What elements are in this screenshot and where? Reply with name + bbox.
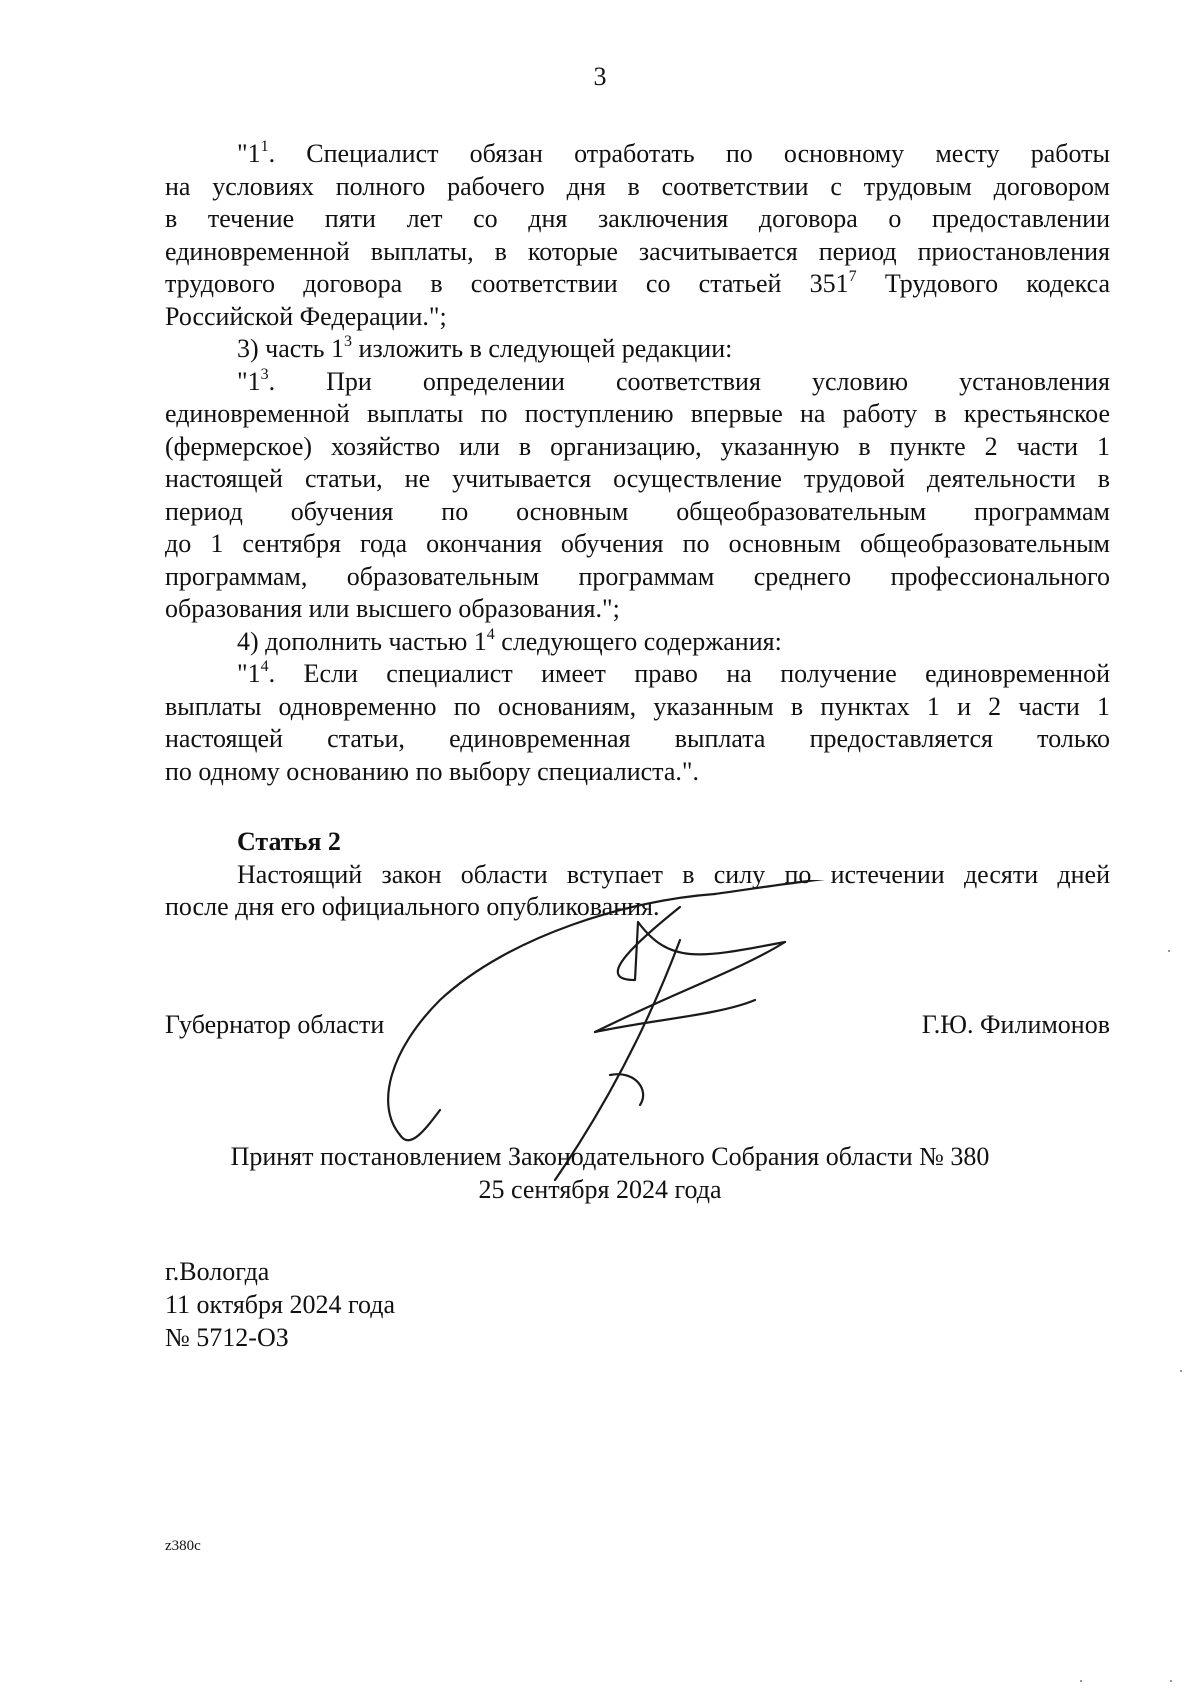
text-line: единовременной выплаты, в которые засчитывается период приостановления — [165, 236, 1110, 266]
city: г.Вологда — [165, 1257, 270, 1286]
text-line: период обучения по основным общеобразовательным программам — [165, 496, 1110, 526]
law-text — [165, 138, 1110, 924]
superscript: 7 — [848, 268, 857, 285]
article-2-heading: Статья 2 — [237, 827, 341, 856]
item-4-line — [165, 626, 1110, 659]
governor-title: Губернатор области — [165, 1010, 385, 1039]
adoption-date: 25 сентября 2024 года — [478, 1175, 722, 1204]
text-fragment: следующего содержания: — [494, 626, 782, 656]
superscript: 4 — [260, 658, 269, 675]
scan-speck — [1168, 950, 1170, 952]
governor-name: Г.Ю. Филимонов — [921, 1010, 1110, 1039]
text-fragment: Трудового кодекса — [856, 269, 1110, 298]
text-fragment: . При определении соответствия условию установления — [268, 366, 1110, 396]
adoption-note — [0, 1140, 1200, 1206]
text-fragment: 3) часть 1 — [237, 334, 345, 363]
page-number: 3 — [593, 62, 607, 91]
scan-speck — [1180, 1370, 1182, 1372]
law-number: № 5712-ОЗ — [165, 1323, 289, 1352]
text-line: на условиях полного рабочего дня в соответствии с трудовым договором — [165, 171, 1110, 201]
text-line: настоящей статьи, единовременная выплата предоставляется только — [165, 724, 1110, 753]
text-fragment: изложить в следующей редакции: — [352, 334, 733, 363]
signature-stroke — [610, 1074, 643, 1105]
text-line — [165, 268, 1110, 301]
law-date: 11 октября 2024 года — [165, 1290, 396, 1319]
text-line: настоящей статьи, не учитывается осуществление трудовой деятельности в — [165, 464, 1110, 493]
scan-speck — [1080, 1680, 1082, 1682]
text-line: программам, образовательным программам среднего профессионального — [165, 561, 1110, 591]
signature-row — [165, 1010, 1110, 1040]
text-line: выплаты одновременно по основаниям, указанным в пунктах 1 и 2 части 1 — [165, 691, 1110, 721]
quote-open: "1 — [237, 139, 261, 168]
quote-open: "1 — [237, 366, 261, 396]
text-line: до 1 сентября года окончания обучения по основным общеобразовательным — [165, 529, 1110, 558]
scan-speck — [1170, 1680, 1172, 1682]
adoption-line: Принят постановлением Законодательного Собрания области № 380 — [230, 1142, 990, 1171]
text-line: в течение пяти лет со дня заключения договора о предоставлении — [165, 204, 1110, 233]
article-2-line: после дня его официального опубликования. — [165, 892, 660, 921]
place-date-block — [165, 1255, 395, 1354]
superscript: 3 — [344, 333, 353, 350]
paragraph-1-1-line — [165, 138, 1110, 171]
text-fragment: . Специалист обязан отработать по основному месту работы — [268, 139, 1110, 168]
paragraph-1-3-line — [165, 366, 1110, 399]
text-fragment: . Если специалист имеет право на получение единовременной — [268, 659, 1110, 688]
text-line: Российской Федерации."; — [165, 301, 447, 331]
quote-open: "1 — [237, 659, 261, 688]
text-fragment: 4) дополнить частью 1 — [237, 626, 487, 656]
text-fragment: трудового договора в соответствии со статьей 351 — [165, 269, 849, 298]
superscript: 1 — [260, 138, 269, 155]
text-line: (фермерское) хозяйство или в организацию, указанную в пункте 2 части 1 — [165, 431, 1110, 461]
superscript: 4 — [486, 625, 495, 643]
item-3-line — [165, 333, 1110, 366]
text-line: образования или высшего образования."; — [165, 594, 620, 623]
text-line: единовременной выплаты по поступлению впервые на работу в крестьянское — [165, 399, 1110, 428]
document-code: z380c — [165, 1538, 201, 1554]
paragraph-1-4-line — [165, 658, 1110, 691]
text-line: по одному основанию по выбору специалиста.". — [165, 756, 699, 786]
article-2-line: Настоящий закон области вступает в силу по истечении десяти дней — [237, 859, 1110, 889]
superscript: 3 — [260, 365, 269, 383]
